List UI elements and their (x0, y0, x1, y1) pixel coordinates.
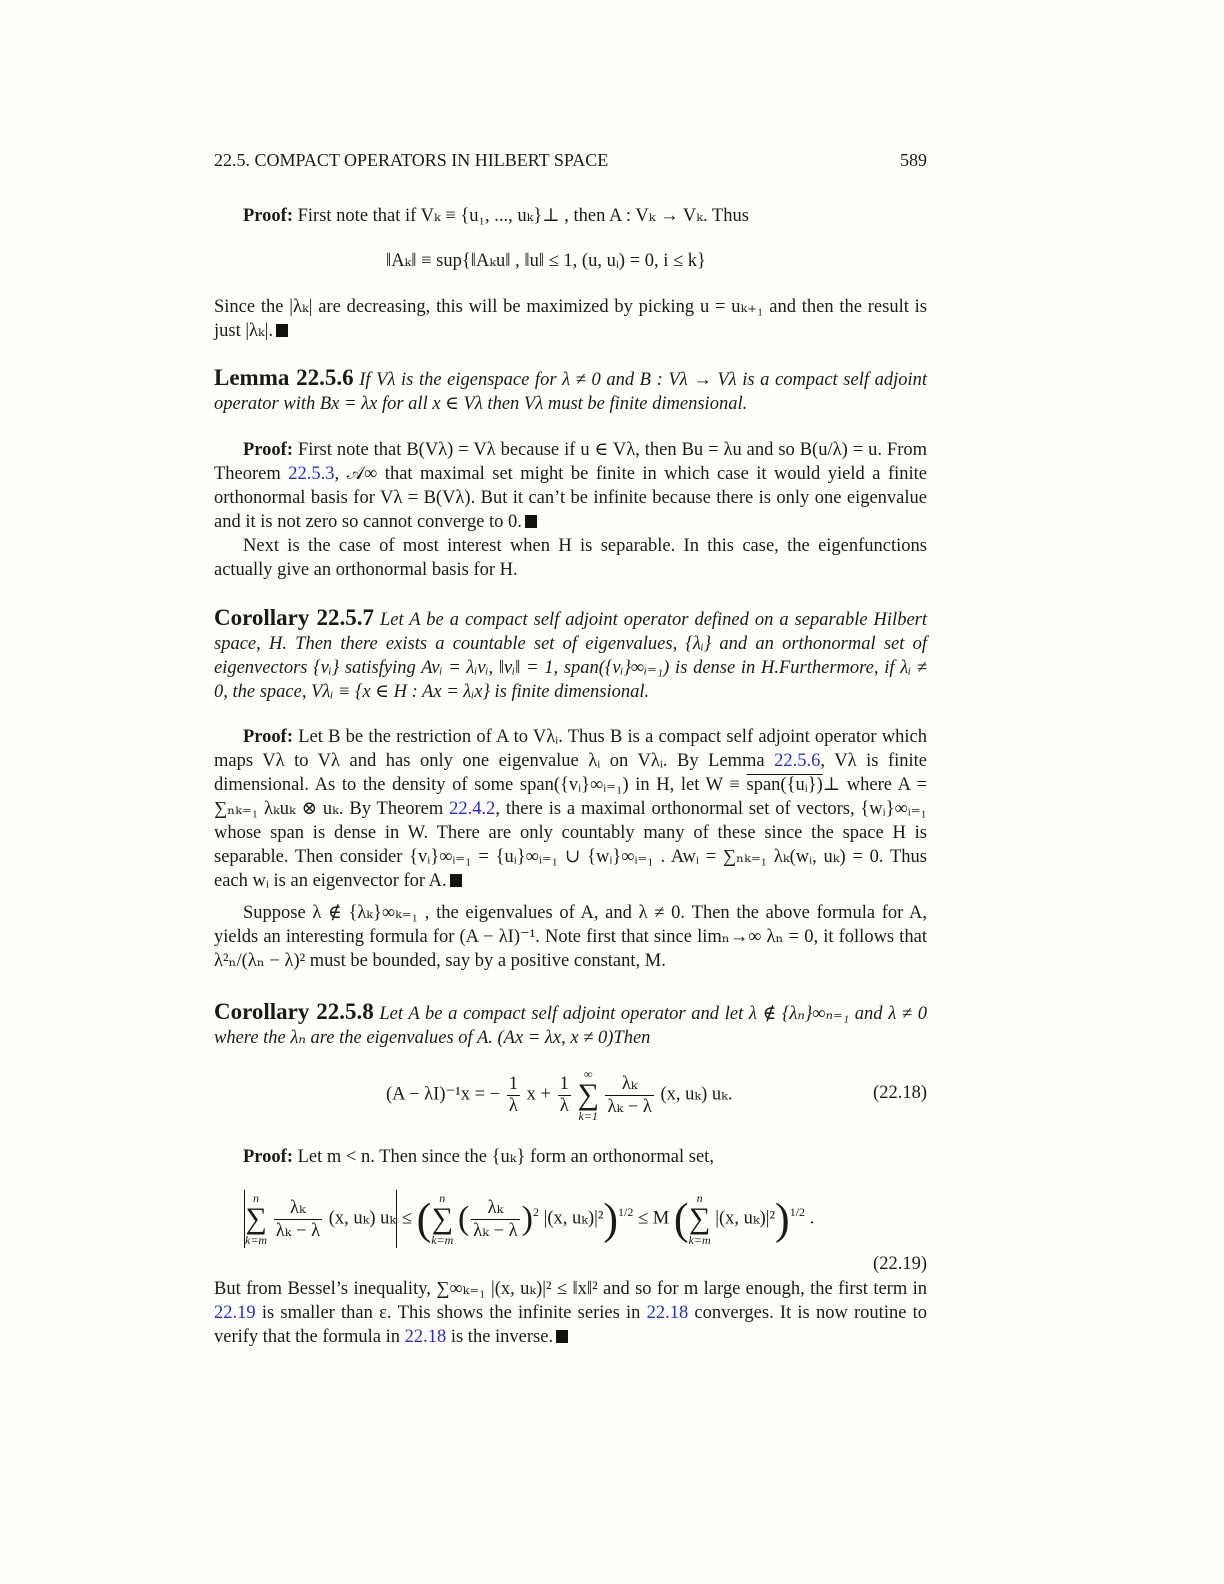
numerator: λₖ (471, 1197, 519, 1220)
eq-leq: ≤ (401, 1208, 412, 1229)
sigma-icon: ∑ (688, 1202, 711, 1235)
proof-paragraph-3 (214, 725, 927, 893)
eq-term: (x, uₖ) uₖ (328, 1208, 397, 1229)
denominator: λₖ − λ (607, 1096, 652, 1117)
summation (431, 1192, 453, 1246)
eq-term: |(x, uₖ)|² (715, 1208, 776, 1229)
equation-link[interactable]: 22.19 (214, 1303, 256, 1323)
denominator: λₖ − λ (473, 1220, 518, 1241)
numerator: 1 (508, 1073, 519, 1094)
corollary-statement: Let A be a compact self adjoint operator and let λ ∉ {λₙ}∞ₙ₌₁ and λ ≠ 0 where the λₙ are the eigenvalues of A. (Ax = λx, x ≠ 0)Then (214, 1004, 928, 1048)
proof-text: ⊥ where A = ∑ₙₖ₌₁ λₖuₖ ⊗ uₖ. By Theorem (214, 775, 928, 819)
summation (245, 1192, 267, 1246)
running-header (214, 150, 927, 171)
qed-square-icon (450, 874, 462, 887)
theorem-link[interactable]: 22.5.3 (288, 464, 335, 484)
corollary-22-5-7 (214, 606, 927, 704)
sigma-icon: ∑ (245, 1202, 267, 1235)
paren-open: ( (457, 1200, 470, 1237)
paren-close: ) (775, 1194, 790, 1244)
eq-term: (x, uₖ) uₖ. (660, 1084, 733, 1105)
proof-paragraph-1 (214, 204, 927, 228)
exponent: 1/2 (789, 1205, 806, 1220)
summation (577, 1068, 598, 1122)
eq-term: ≤ M (638, 1208, 670, 1229)
fraction (507, 1074, 520, 1117)
paragraph-text: converges. It is now routine to verify that the formula in (214, 1303, 928, 1347)
qed-square-icon (525, 515, 537, 528)
denominator: λ (559, 1095, 569, 1116)
proof-text: First note that B(Vλ) = Vλ because if u ∈ Vλ, then Bu = λu and so B(u/λ) = u. From Theorem (214, 440, 927, 484)
numerator: λₖ (605, 1073, 653, 1096)
numerator: 1 (559, 1073, 569, 1094)
proof-text: , there is a maximal orthonormal set of vectors, {wᵢ}∞ᵢ₌₁ whose span is dense in W. There are only countably many of these since the space H is separable. Then consider {vᵢ}∞ᵢ₌₁ = {uᵢ}∞ᵢ₌₁ ∪ {wᵢ}∞ᵢ₌₁ . Awᵢ = ∑ₙₖ₌₁ λₖ(wᵢ, uₖ) = 0. Thus each wᵢ is an eigenvector for A. (214, 799, 928, 891)
lemma-label: Lemma 22.5.6 (214, 365, 354, 390)
paragraph-suppose: Suppose λ ∉ {λₖ}∞ₖ₌₁ , the eigenvalues of A, and λ ≠ 0. Then the above formula for A, yields an interesting formula for (A − λI)⁻¹. Note first that since limₙ→∞ λₙ = 0, it follows that λ²ₙ/(λₙ − λ)² must be bounded, say by a positive constant, M. (214, 903, 927, 971)
section-title: 22.5. COMPACT OPERATORS IN HILBERT SPACE (214, 150, 609, 170)
proof-label: Proof: (243, 727, 293, 747)
proof-text: , 𝒜∞ that maximal set might be finite in which case it would yield a finite orthonormal basis for Vλ = B(Vλ). But it can’t be infinite because there is only one eigenvalue and it is not zero so cannot converge to 0. (214, 464, 927, 532)
sum-upper: n (696, 1191, 703, 1205)
exponent: 2 (532, 1205, 539, 1220)
eq-term: |(x, uₖ)|² (543, 1208, 604, 1229)
span-closure: span({uᵢ}) (746, 775, 823, 795)
proof-paragraph-2 (214, 438, 927, 534)
summation (689, 1192, 711, 1246)
fraction (605, 1073, 653, 1118)
sum-lower: k=m (688, 1233, 711, 1247)
equation-number: (22.18) (873, 1083, 927, 1103)
eq-term: . (809, 1208, 815, 1229)
equation-link[interactable]: 22.18 (404, 1327, 447, 1347)
fraction (274, 1197, 322, 1242)
qed-square-icon (556, 1330, 568, 1343)
proof-label: Proof: (243, 206, 293, 226)
sum-upper: ∞ (583, 1067, 593, 1081)
sum-lower: k=1 (578, 1109, 598, 1123)
corollary-22-5-8 (214, 1000, 927, 1050)
eq-lhs: (A − λI)⁻¹x = − (386, 1084, 501, 1105)
paragraph-text: is the inverse. (450, 1327, 554, 1347)
equation-number: (22.19) (873, 1254, 927, 1274)
equation-22-19 (244, 1190, 814, 1248)
proof-conclusion (214, 295, 927, 343)
sum-upper: n (253, 1191, 260, 1205)
proof-paragraph-4 (214, 1145, 927, 1169)
fraction (558, 1074, 571, 1117)
paren-close: ) (603, 1194, 619, 1244)
equation-link[interactable]: 22.18 (646, 1303, 689, 1323)
corollary-label: Corollary 22.5.8 (214, 999, 374, 1024)
paragraph-text: But from Bessel’s inequality, ∑∞ₖ₌₁ |(x, uₖ)|² ≤ ‖x‖² and so for m large enough, the first term in (214, 1279, 927, 1299)
qed-square-icon (276, 324, 288, 337)
paragraph-text: is smaller than ε. This shows the infinite series in (261, 1303, 641, 1323)
proof-text: Let B be the restriction of A to Vλᵢ. Thus B is a compact self adjoint operator which maps Vλ to Vλ and has only one eigenvalue λᵢ on Vλᵢ. By Lemma (214, 727, 928, 771)
display-equation-norm: ‖Aₖ‖ ≡ sup{‖Aₖu‖ , ‖u‖ ≤ 1, (u, uᵢ) = 0, i ≤ k} (386, 251, 706, 271)
final-paragraph (214, 1277, 927, 1349)
proof-text: Since the |λₖ| are decreasing, this will be maximized by picking u = uₖ₊₁ and then the result is just |λₖ|. (214, 297, 927, 341)
paragraph-next: Next is the case of most interest when H is separable. In this case, the eigenfunctions actually give an orthonormal basis for H. (214, 536, 927, 580)
proof-text: First note that if Vₖ ≡ {u₁, ..., uₖ}⊥ , then A : Vₖ → Vₖ. Thus (297, 206, 749, 226)
proof-text: , Vλ is finite dimensional. As to the density of some span({vᵢ}∞ᵢ₌₁) in H, let W ≡ (214, 751, 927, 795)
eq-term: x + (526, 1084, 551, 1105)
proof-text: Let m < n. Then since the {uₖ} form an orthonormal set, (297, 1147, 714, 1167)
corollary-label: Corollary 22.5.7 (214, 605, 375, 630)
lemma-link[interactable]: 22.5.6 (774, 751, 821, 771)
proof-label: Proof: (243, 1147, 293, 1167)
lemma-22-5-6 (214, 366, 927, 416)
sigma-icon: ∑ (431, 1202, 453, 1235)
sum-upper: n (439, 1191, 446, 1205)
lemma-statement: If Vλ is the eigenspace for λ ≠ 0 and B : Vλ → Vλ is a compact self adjoint operator with Bx = λx for all x ∈ Vλ then Vλ must be finite dimensional. (214, 370, 928, 414)
exponent: 1/2 (618, 1205, 634, 1220)
paren-open: ( (673, 1194, 689, 1244)
paren-close: ) (521, 1200, 533, 1237)
corollary-statement: Let A be a compact self adjoint operator defined on a separable Hilbert space, H. Then there exists a countable set of eigenvalues, {λᵢ} and an orthonormal set of eigenvectors {vᵢ} satisfying Avᵢ = λᵢvᵢ, ‖vᵢ‖ = 1, span({vᵢ}∞ᵢ₌₁) is dense in H.Furthermore, if λᵢ ≠ 0, the space, Vλᵢ ≡ {x ∈ H : Ax = λᵢx} is finite dimensional. (214, 610, 928, 702)
denominator: λ (508, 1095, 518, 1116)
theorem-link[interactable]: 22.4.2 (449, 799, 496, 819)
paren-open: ( (416, 1194, 432, 1244)
fraction (471, 1197, 519, 1242)
abs-bar (396, 1190, 397, 1248)
equation-22-18 (386, 1068, 733, 1122)
sum-lower: k=m (431, 1233, 454, 1247)
sum-lower: k=m (245, 1233, 268, 1247)
denominator: λₖ − λ (275, 1220, 321, 1241)
sigma-icon: ∑ (577, 1078, 599, 1111)
numerator: λₖ (274, 1197, 322, 1220)
page-number: 589 (900, 150, 927, 170)
proof-label: Proof: (243, 440, 293, 460)
